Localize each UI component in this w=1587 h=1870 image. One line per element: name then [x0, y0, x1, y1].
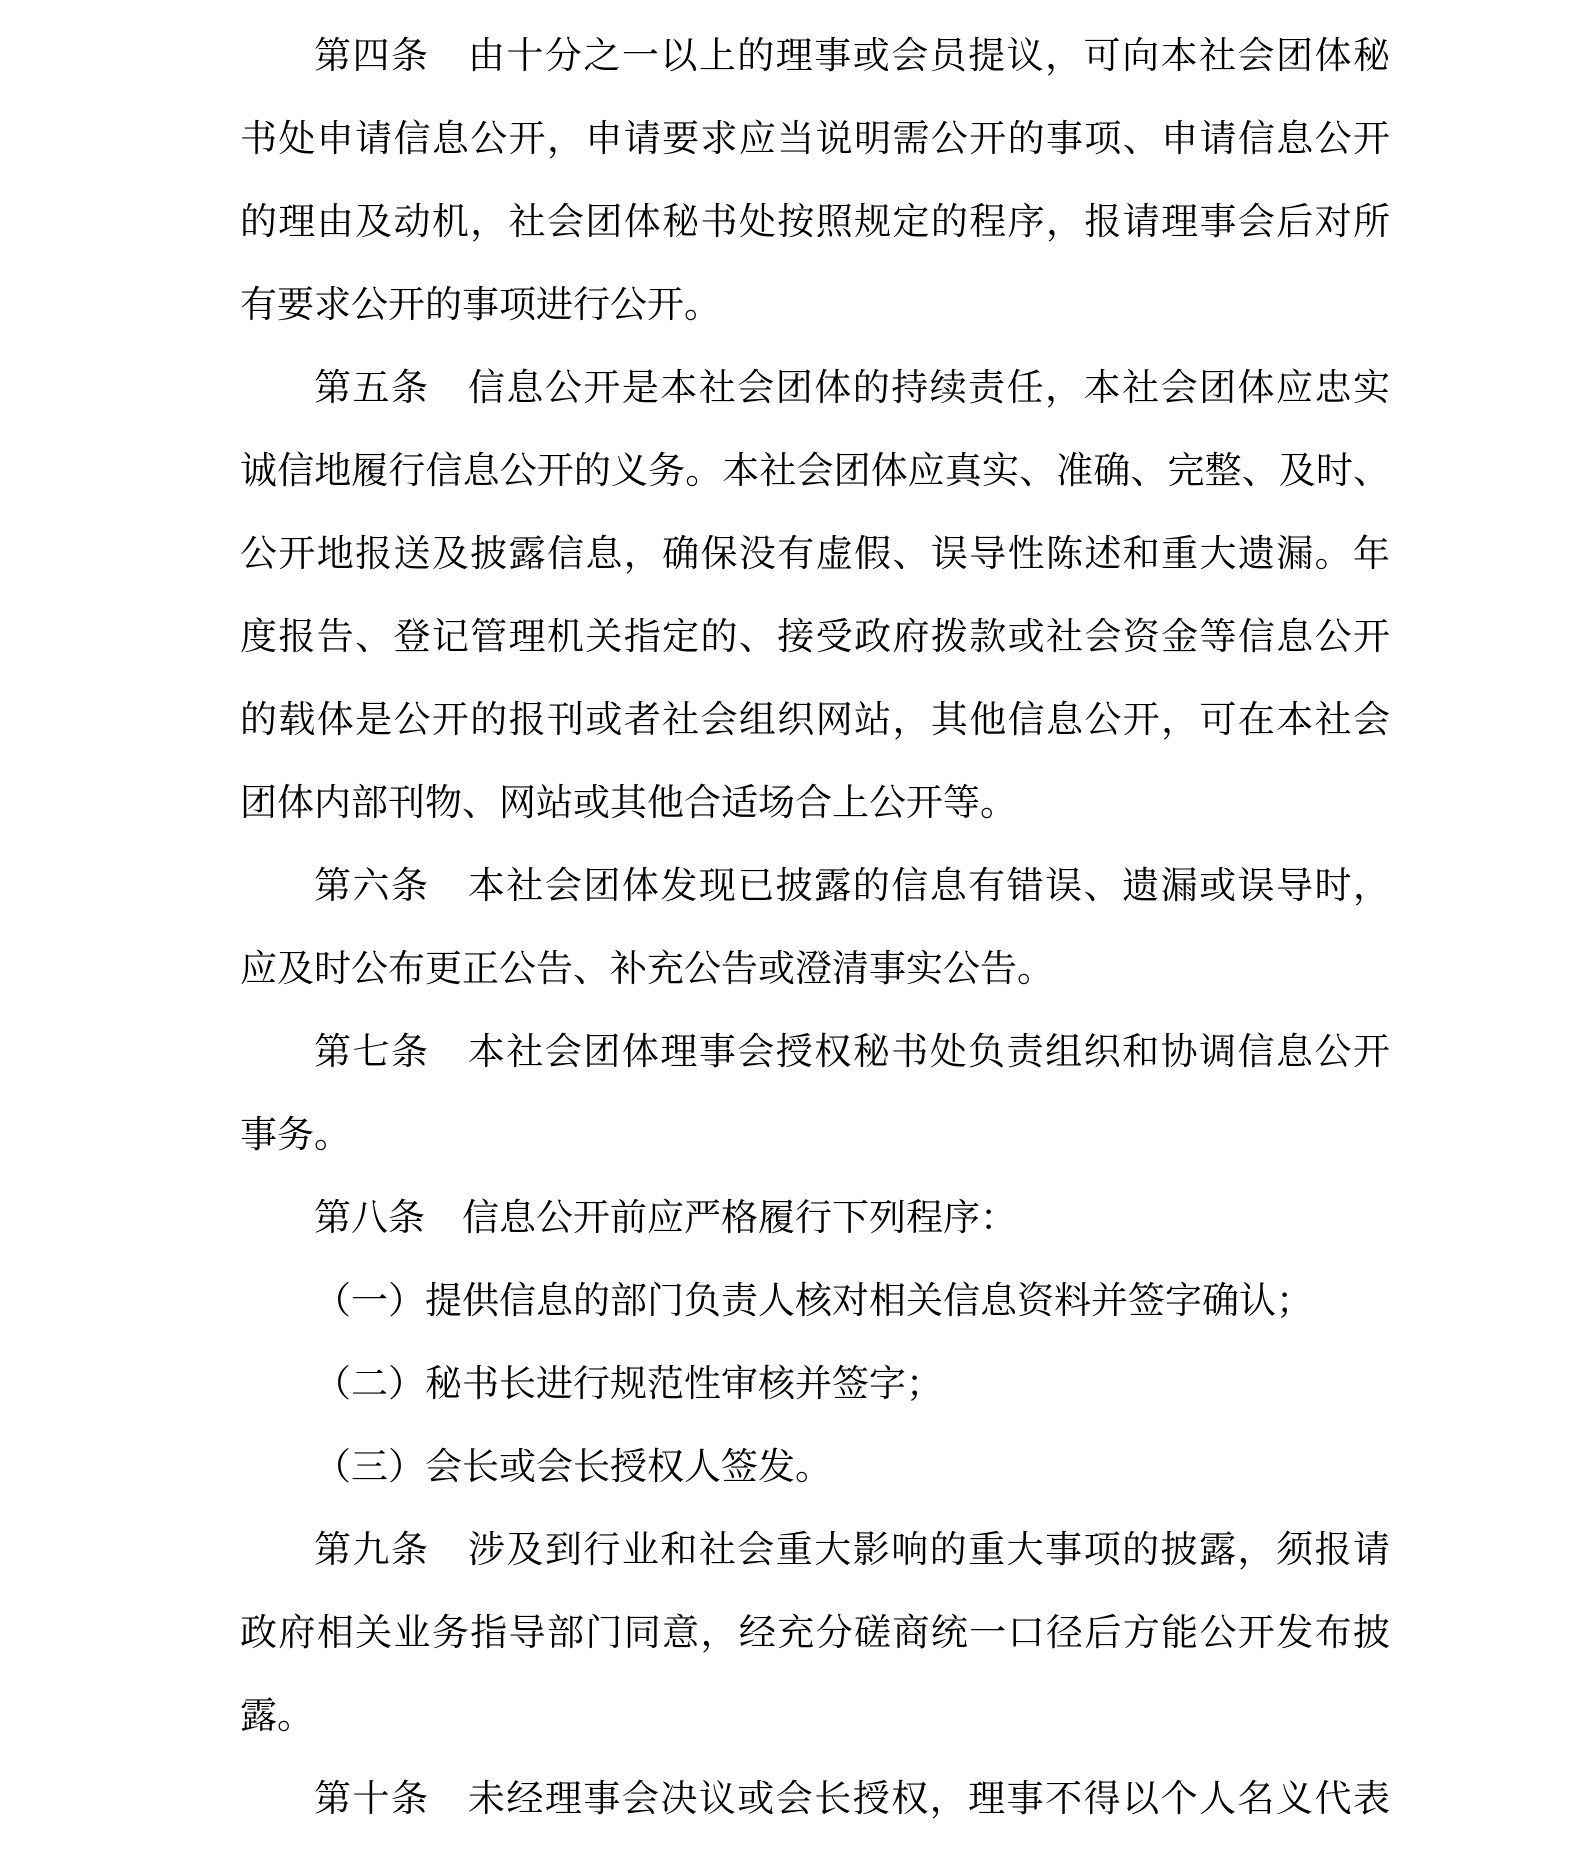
document-line: 露。: [240, 1696, 314, 1737]
article-5-paragraph: [240, 347, 1390, 845]
document-line: 诚信地履行信息公开的义务。本社会团体应真实、准确、完整、及时、: [240, 451, 1390, 492]
document-line: 的理由及动机，社会团体秘书处按照规定的程序，报请理事会后对所: [240, 202, 1390, 243]
article-9-paragraph: [240, 1509, 1390, 1758]
document-line: 政府相关业务指导部门同意，经充分磋商统一口径后方能公开发布披: [240, 1613, 1390, 1654]
article-8-item-1: [240, 1260, 1390, 1343]
document-line: 公开地报送及披露信息，确保没有虚假、误导性陈述和重大遗漏。年: [240, 534, 1390, 575]
article-4-paragraph: [240, 15, 1390, 347]
document-line: 应及时公布更正公告、补充公告或澄清事实公告。: [240, 949, 1054, 990]
document-line: 第十条 未经理事会决议或会长授权，理事不得以个人名义代表: [314, 1779, 1390, 1820]
document-line: 的载体是公开的报刊或者社会组织网站，其他信息公开，可在本社会: [240, 700, 1390, 741]
document-line: （一）提供信息的部门负责人核对相关信息资料并签字确认；: [314, 1281, 1313, 1322]
document-line: 第七条 本社会团体理事会授权秘书处负责组织和协调信息公开: [314, 1032, 1390, 1073]
document-line: 事务。: [240, 1115, 351, 1156]
document-line: 第八条 信息公开前应严格履行下列程序：: [314, 1198, 1017, 1239]
article-8-item-3: [240, 1426, 1390, 1509]
article-10-paragraph: [240, 1758, 1390, 1841]
article-8-paragraph: [240, 1177, 1390, 1260]
document-line: （二）秘书长进行规范性审核并签字；: [314, 1364, 943, 1405]
document-line: 第九条 涉及到行业和社会重大影响的重大事项的披露，须报请: [314, 1530, 1390, 1571]
document-line: 第四条 由十分之一以上的理事或会员提议，可向本社会团体秘: [314, 36, 1390, 77]
article-6-paragraph: [240, 845, 1390, 1011]
article-7-paragraph: [240, 1011, 1390, 1177]
document-line: 第六条 本社会团体发现已披露的信息有错误、遗漏或误导时，: [314, 866, 1390, 907]
article-8-item-2: [240, 1343, 1390, 1426]
document-line: 度报告、登记管理机关指定的、接受政府拨款或社会资金等信息公开: [240, 617, 1390, 658]
document-line: 有要求公开的事项进行公开。: [240, 285, 721, 326]
document-line: 团体内部刊物、网站或其他合适场合上公开等。: [240, 783, 1017, 824]
document-line: （三）会长或会长授权人签发。: [314, 1447, 832, 1488]
document-line: 第五条 信息公开是本社会团体的持续责任，本社会团体应忠实: [314, 368, 1390, 409]
document-text-block: [240, 15, 1390, 1841]
document-line: 书处申请信息公开，申请要求应当说明需公开的事项、申请信息公开: [240, 119, 1390, 160]
